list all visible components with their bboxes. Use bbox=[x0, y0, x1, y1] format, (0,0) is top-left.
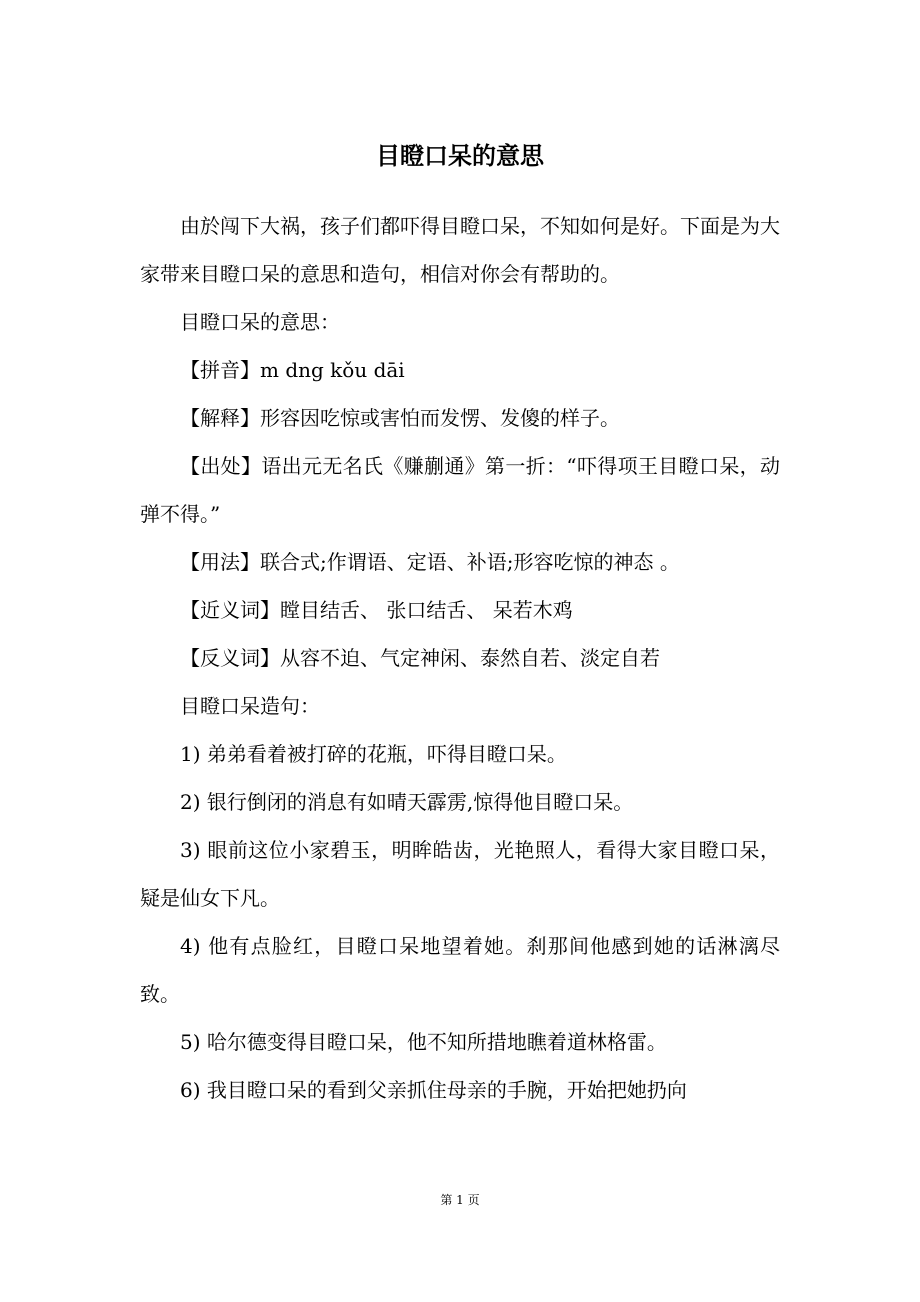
paragraph-intro: 由於闯下大祸，孩子们都吓得目瞪口呆，不知如何是好。下面是为大家带来目瞪口呆的意思和造句，相信对你会有帮助的。 bbox=[140, 214, 780, 286]
example-sentence-6: 6) 我目瞪口呆的看到父亲抓住母亲的手腕，开始把她扔向 bbox=[180, 1078, 687, 1102]
entry-antonyms: 【反义词】从容不迫、气定神闲、泰然自若、淡定自若 bbox=[180, 646, 660, 670]
entry-source: 【出处】语出元无名氏《赚蒯通》第一折：“吓得项王目瞪口呆，动弹不得。” bbox=[140, 454, 780, 526]
example-sentence-4: 4) 他有点脸红，目瞪口呆地望着她。刹那间他感到她的话淋漓尽致。 bbox=[140, 934, 780, 1006]
document-body bbox=[140, 202, 780, 1114]
entry-usage: 【用法】联合式;作谓语、定语、补语;形容吃惊的神态 。 bbox=[180, 550, 680, 574]
entry-explanation: 【解释】形容因吃惊或害怕而发愣、发傻的样子。 bbox=[180, 406, 620, 430]
example-sentence-1: 1) 弟弟看着被打碎的花瓶，吓得目瞪口呆。 bbox=[180, 742, 567, 766]
section-heading-meaning: 目瞪口呆的意思： bbox=[180, 310, 340, 334]
example-sentence-2: 2) 银行倒闭的消息有如晴天霹雳,惊得他目瞪口呆。 bbox=[180, 790, 634, 814]
example-sentence-3: 3) 眼前这位小家碧玉，明眸皓齿，光艳照人，看得大家目瞪口呆，疑是仙女下凡。 bbox=[140, 838, 780, 910]
document-title: 目瞪口呆的意思 bbox=[376, 142, 544, 170]
example-sentence-5: 5) 哈尔德变得目瞪口呆，他不知所措地瞧着道林格雷。 bbox=[180, 1030, 667, 1054]
entry-synonyms: 【近义词】瞠目结舌、 张口结舌、 呆若木鸡 bbox=[180, 598, 573, 622]
entry-pinyin: 【拼音】m dng kǒu dāi bbox=[180, 358, 405, 382]
page-number: 第 1 页 bbox=[440, 1193, 480, 1207]
section-heading-examples: 目瞪口呆造句： bbox=[180, 694, 320, 718]
